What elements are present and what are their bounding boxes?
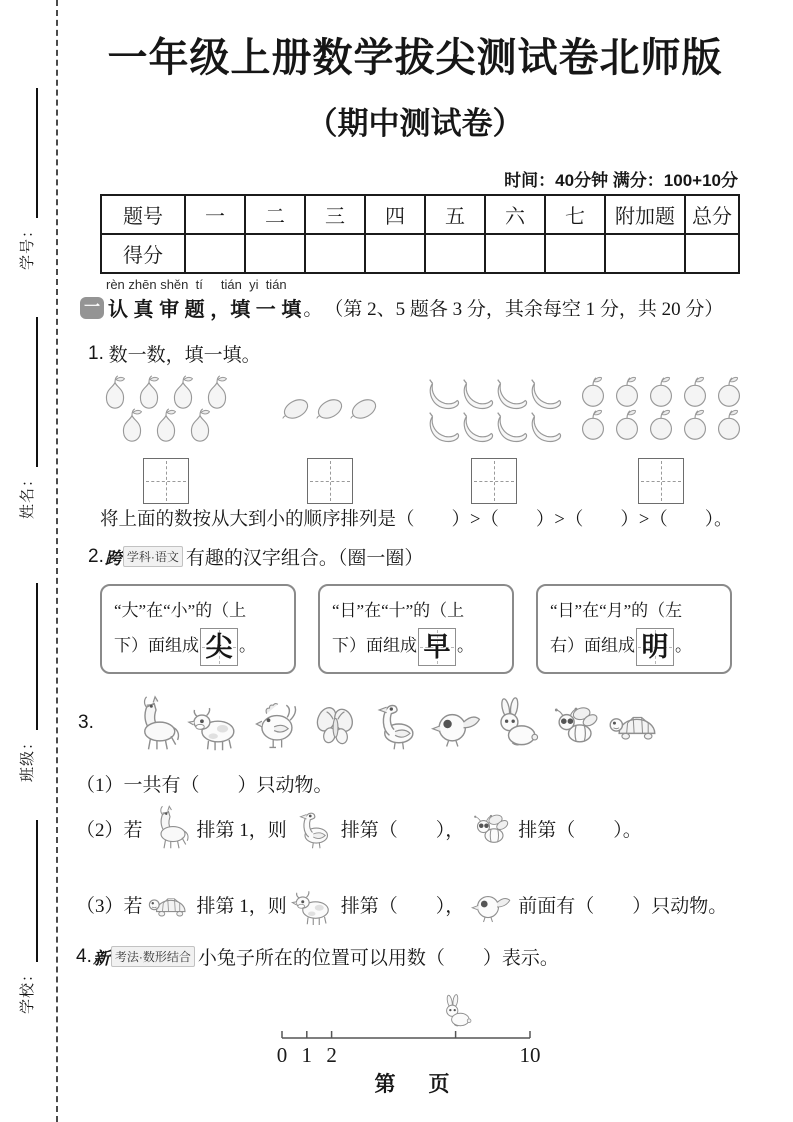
sidebar-field-class <box>4 583 52 786</box>
turtle-icon <box>145 880 195 928</box>
bee-icon <box>466 804 516 852</box>
hanzi-combo-box-3[interactable]: “日”在“月”的（左 右）面组成 明 。 <box>536 584 732 674</box>
sidebar-field-student-id <box>4 88 52 274</box>
section-one-period: 。 <box>303 299 323 320</box>
page-subtitle: （期中测试卷） <box>306 106 524 141</box>
name-label: 姓名： <box>20 471 36 520</box>
count-box[interactable] <box>471 458 517 504</box>
banana-icon <box>492 406 530 444</box>
hanzi-combo-box-1[interactable]: “大”在“小”的（上 下）面组成 尖 。 <box>100 584 296 674</box>
tick-label-1: 1 <box>301 1043 313 1067</box>
score-cell <box>685 234 739 273</box>
student-id-writein-line <box>36 88 38 218</box>
fruit-group-bananas <box>412 366 576 504</box>
pear-icon <box>113 406 151 444</box>
score-cell <box>305 234 365 273</box>
mango-icon <box>311 389 349 427</box>
q2-prompt: 2. 跨 学科·语文 有趣的汉字组合。（圈一圈） <box>88 545 424 569</box>
student-id-label: 学号： <box>20 222 36 271</box>
answer-char-box: 早 <box>418 628 456 666</box>
dashed-margin-line <box>56 0 58 1122</box>
apple-icon <box>710 406 748 444</box>
apple-icon <box>608 406 646 444</box>
section-one-icon: 一 <box>80 297 104 319</box>
score-cell <box>245 234 305 273</box>
q1-prompt: 1. 数一数，填一填。 <box>88 342 261 366</box>
section-one-note: （第 2、5 题各 3 分，其余每空 1 分，共 20 分） <box>324 299 724 320</box>
score-table-col-4: 四 <box>365 195 425 234</box>
count-box[interactable] <box>307 458 353 504</box>
score-cell <box>425 234 485 273</box>
score-cell <box>545 234 605 273</box>
fruit-group-apples <box>576 366 746 504</box>
pear-icon <box>181 406 219 444</box>
score-cell <box>485 234 545 273</box>
page-title: 一年级上册数学拔尖测试卷北师版 <box>107 36 723 80</box>
q2-hanzi-boxes <box>100 584 732 674</box>
hen-icon <box>246 692 306 756</box>
turtle-icon <box>606 692 666 756</box>
pear-icon <box>147 406 185 444</box>
hanzi-combo-box-2[interactable]: “日”在“十”的（上 下）面组成 早 。 <box>318 584 514 674</box>
class-label: 班级： <box>20 734 36 783</box>
score-table-header-score: 得分 <box>101 234 185 273</box>
cross-subject-badge: 跨 学科·语文 <box>105 544 183 569</box>
q2-number: 2. <box>88 545 104 567</box>
banana-icon <box>526 406 564 444</box>
answer-char-box: 明 <box>636 628 674 666</box>
q1-order-line: 将上面的数按从大到小的顺序排列是（ ）>（ ）>（ ）>（ ）。 <box>100 510 733 530</box>
class-writein-line <box>36 583 38 730</box>
score-table-col-2: 二 <box>245 195 305 234</box>
tick-label-0: 0 <box>276 1043 288 1067</box>
rabbit-icon <box>486 692 546 756</box>
horse-icon <box>145 804 195 852</box>
q3-sub3: （3）若 排第 1，则 排第（ ）， 前面有（ ）只动物。 <box>76 878 727 930</box>
section-one-header <box>80 277 750 322</box>
q3-number: 3. <box>78 712 94 733</box>
score-table-col-6: 六 <box>485 195 545 234</box>
school-label: 学校： <box>20 966 36 1015</box>
score-cell <box>365 234 425 273</box>
cow-icon <box>289 880 339 928</box>
position-number-line <box>270 976 570 1077</box>
goose-icon <box>366 692 426 756</box>
score-cell <box>605 234 685 273</box>
q4-number: 4. <box>76 945 92 967</box>
mango-icon <box>345 389 383 427</box>
horse-icon <box>126 692 186 756</box>
section-one-title: 认 真 审 题 ，填 一 填 <box>108 299 302 321</box>
fruit-group-mangoes <box>248 366 412 504</box>
score-table-col-bonus: 附加题 <box>605 195 685 234</box>
score-table-col-total: 总分 <box>685 195 739 234</box>
tick-label-10: 10 <box>519 1043 541 1067</box>
school-writein-line <box>36 820 38 962</box>
apple-icon <box>574 406 612 444</box>
score-table-col-1: 一 <box>185 195 245 234</box>
name-writein-line <box>36 317 38 467</box>
answer-char-box: 尖 <box>200 628 238 666</box>
count-box[interactable] <box>143 458 189 504</box>
butterfly-icon <box>306 692 366 756</box>
score-table-col-5: 五 <box>425 195 485 234</box>
banana-icon <box>458 406 496 444</box>
apple-icon <box>642 406 680 444</box>
banana-icon <box>424 406 462 444</box>
goose-icon <box>289 804 339 852</box>
pinyin-line: rèn zhēn shěn tí tián yi tián <box>106 277 287 292</box>
sidebar-field-name <box>4 317 52 523</box>
q1-number: 1. <box>88 342 104 364</box>
score-table <box>100 194 740 274</box>
score-table-header-question: 题号 <box>101 195 185 234</box>
score-table-col-3: 三 <box>305 195 365 234</box>
sidebar-field-school <box>4 820 52 1018</box>
time-score-info: 时间：40分钟 满分：100+10分 <box>504 171 738 190</box>
tick-label-2: 2 <box>326 1043 337 1067</box>
apple-icon <box>676 406 714 444</box>
bird-icon <box>426 692 486 756</box>
page-footer: 第 页 <box>374 1072 456 1096</box>
cow-icon <box>186 692 246 756</box>
score-table-col-7: 七 <box>545 195 605 234</box>
q4-prompt: 4. 新 考法·数形结合 小兔子所在的位置可以用数（ ）表示。 <box>76 945 559 969</box>
bee-icon <box>546 692 606 756</box>
q3-number-line <box>78 712 94 734</box>
score-cell <box>185 234 245 273</box>
fruit-group-pears <box>84 366 248 504</box>
new-method-badge: 新 考法·数形结合 <box>93 944 195 969</box>
q1-fruit-groups <box>84 366 746 504</box>
mango-icon <box>277 389 315 427</box>
q3-sub1: （1）一共有（ ）只动物。 <box>76 775 333 796</box>
q3-animal-row <box>126 692 666 756</box>
rabbit-icon <box>446 994 471 1026</box>
count-box[interactable] <box>638 458 684 504</box>
q3-sub2: （2）若 排第 1，则 排第（ ）， 排第（ ）。 <box>76 802 642 854</box>
bird-icon <box>466 880 516 928</box>
